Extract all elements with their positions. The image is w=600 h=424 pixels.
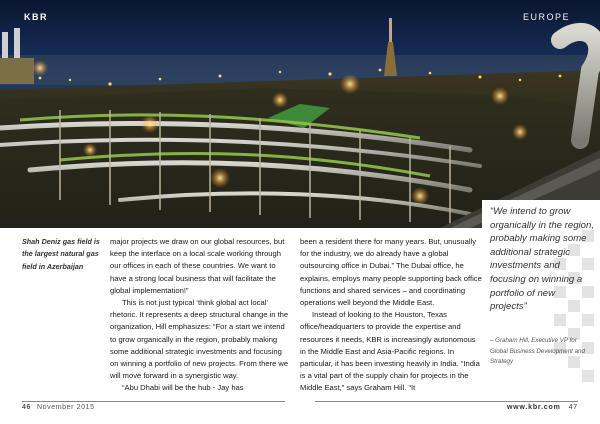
paragraph: This is not just typical ‘think global act local’ rhetoric. It represents a deep structural change in the organization, Hill emphasizes: “For a start we intend to grow organically in the region, probably making some additional strategic investments and focusing on winning a portfolio of new projects. From there we will move forward in a synergistic way.: [110, 298, 289, 381]
page-number-right: 47: [568, 404, 578, 411]
paragraph: “Abu Dhabi will be the hub - Jay has: [122, 383, 244, 393]
paragraph: been a resident there for many years. But, unusually for the industry, we do already have a global outsourcing office in Dubai.” The Dubai office, he explains, employs many people supporting back office functions and shared services – and coordinating operations well beyond the Middle East.: [300, 237, 482, 308]
website-link[interactable]: www.kbr.com: [506, 404, 561, 411]
footer-left: [22, 404, 95, 411]
pull-quote: “We intend to grow organically in the region, probably making some additional strategic investments and focusing on winning a portfolio of new projects”: [490, 206, 594, 313]
article-column-1: [110, 236, 290, 395]
paragraph: Instead of looking to the Houston, Texas office/headquarters to provide the expertise and resources it needs, KBR is increasingly autonomous in the Middle East and Asia-Pacific regions. In particular, it has been investing heavily in India. “India is a vital part of the supply chain for projects in the Middle East,” says Graham Hill. “It: [300, 310, 480, 393]
section-label: EUROPE: [522, 12, 570, 22]
photo-caption: Shah Deniz gas field is the largest natural gas field in Azerbaijan: [22, 237, 100, 271]
pull-quote-attribution: – Graham Hill, Executive VP for Global Business Development and Strategy: [490, 337, 585, 366]
article-column-2: [300, 236, 482, 395]
issue-date: November 2015: [37, 404, 95, 411]
footer-right: [507, 404, 578, 411]
brand-logo: KBR: [24, 12, 48, 22]
footer-rule-left: [22, 401, 285, 402]
paragraph: major projects we draw on our global resources, but keep the interface on a local scale working through our offices in each of these countries. We want to have a strong local business that will facilitate the global implementation!”: [110, 237, 285, 295]
page-number-left: 46: [22, 404, 31, 411]
footer-rule-right: [315, 401, 578, 402]
